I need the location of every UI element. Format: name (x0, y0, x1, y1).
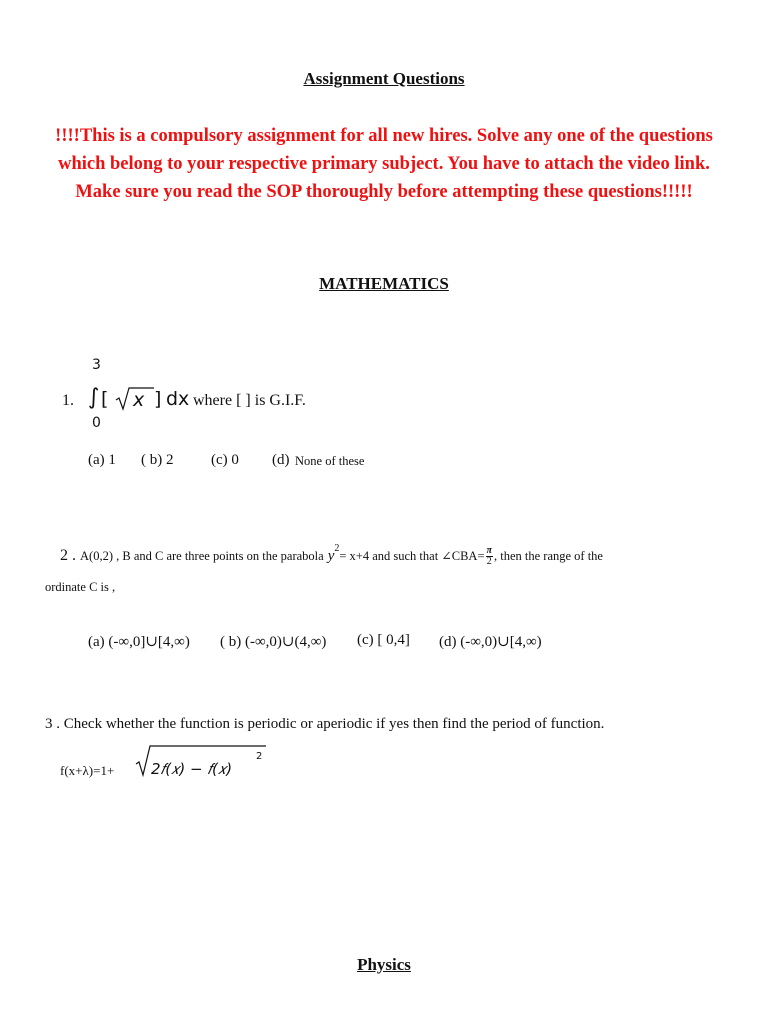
q1-option-d-text: None of these (295, 454, 365, 468)
q2-text-b: = x+4 and such that ∠CBA= (339, 549, 485, 564)
q1-upper-limit: 3 (92, 357, 101, 373)
q2-exponent: 2 (334, 543, 340, 555)
pi-over-2-fraction (486, 546, 493, 567)
q2-text-c: , then the range of the (493, 549, 603, 564)
q1-lower-limit: 0 (92, 415, 101, 431)
section-heading-physics: Physics (357, 955, 411, 974)
q2-option-a: (a) (-∞,0]∪[4,∞) (88, 634, 190, 650)
q1-option-d: (d) (272, 452, 290, 468)
fraction-denominator: 2 (486, 556, 492, 567)
q1-close-bracket: ] (154, 388, 162, 410)
section-heading-mathematics: MATHEMATICS (319, 274, 449, 293)
q2-option-c: (c) [ 0,4] (357, 632, 410, 648)
compulsory-notice: !!!!This is a compulsory assignment for all new hires. Solve any one of the questions which belong to your respective primary subject. You have to attach the video link. Make sure you read the SOP thoroughly before attempting these questions!!!!! (55, 126, 713, 202)
q2-line-1 (60, 543, 603, 568)
q1-option-b: ( b) 2 (141, 452, 174, 468)
q3-number: 3 (45, 716, 53, 732)
q2-option-d: (d) (-∞,0)∪[4,∞) (439, 634, 542, 650)
q2-text-a: A(0,2) , B and C are three points on the parabola (80, 549, 324, 564)
q3-lhs: f(x+λ)=1+ (60, 763, 115, 778)
q1-option-c: (c) 0 (211, 452, 239, 468)
q2-y: y (327, 548, 335, 565)
fraction-numerator: π (486, 545, 492, 556)
q2-option-b: ( b) (-∞,0)∪(4,∞) (220, 634, 327, 650)
q3-text: . Check whether the function is periodic or aperiodic if yes then find the period of function. (56, 716, 605, 732)
page-title: Assignment Questions (303, 69, 465, 88)
q2-text-d: ordinate C is , (45, 580, 116, 594)
q1-dx: dx (166, 388, 190, 410)
integral-symbol: ∫ (88, 385, 100, 410)
q2-number: 2 . (60, 547, 76, 565)
q3-exponent: 2 (256, 751, 263, 762)
q3-radicand: 2𝑓(𝑥) − 𝑓(𝑥) (151, 760, 233, 778)
q1-open-bracket: [ (101, 388, 109, 410)
q1-sqrt-variable: x (133, 389, 145, 411)
q3-line-1 (45, 716, 604, 733)
q1-suffix: where [ ] is G.I.F. (193, 392, 306, 409)
q1-option-a: (a) 1 (88, 452, 116, 468)
q1-number: 1. (62, 392, 74, 409)
